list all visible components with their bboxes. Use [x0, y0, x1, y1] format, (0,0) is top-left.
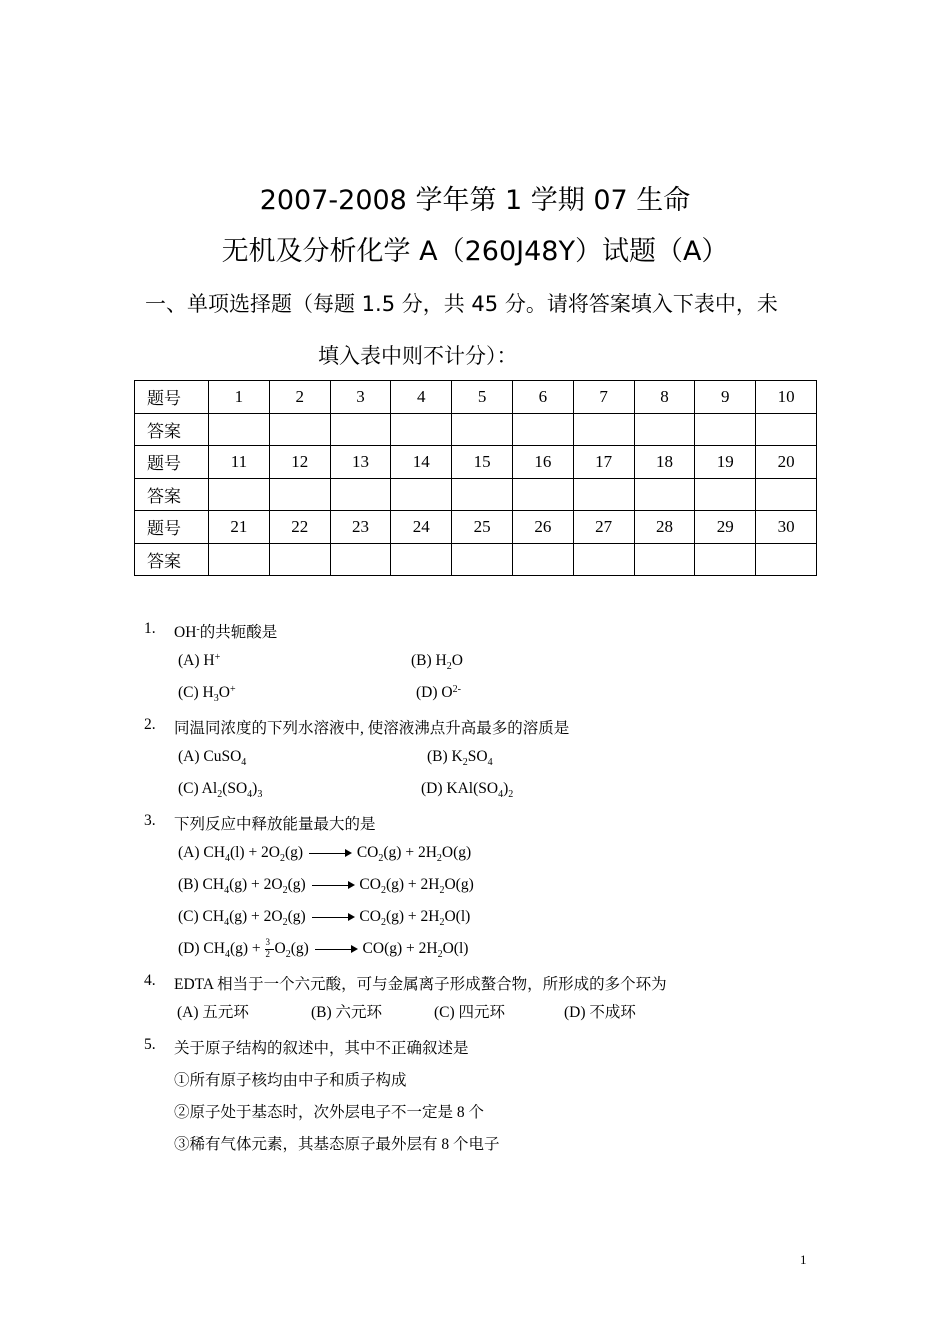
reaction-arrow-icon: [307, 849, 353, 857]
q1-option-b[interactable]: (B) $H_2O$: [411, 652, 463, 672]
question-number-cell: 3: [330, 381, 391, 414]
exam-title-line2: 无机及分析化学 A（260J48Y）试题（A）: [221, 236, 729, 267]
q3-option-d[interactable]: (D) $CH_4(g)$ + $\frac{3}{2}$ $O_2(g) CO(g) + 2H_2O(l)$: [178, 937, 469, 960]
page-number: 1: [800, 1252, 807, 1267]
question-number-cell: 8: [634, 381, 695, 414]
number-label: 题号: [135, 511, 209, 544]
answer-cell[interactable]: [634, 543, 695, 576]
q5-statement-3: ③稀有气体元素，其基态原子最外层有 8 个电子: [174, 1136, 500, 1153]
question-number-cell: 5: [452, 381, 513, 414]
table-row-numbers-3: [135, 511, 817, 544]
number-label: 题号: [135, 446, 209, 479]
question-number-cell: 18: [634, 446, 695, 479]
answer-cell[interactable]: [512, 413, 573, 446]
q1-option-a[interactable]: (A) H+: [178, 652, 221, 669]
q2-option-c[interactable]: (C) $Al_2(SO_4)_3$: [178, 780, 263, 800]
answer-cell[interactable]: [695, 413, 756, 446]
q4-option-d[interactable]: (D) 不成环: [564, 1004, 636, 1021]
section1-heading-line2: 填入表中则不计分）：: [318, 344, 518, 368]
answer-cell[interactable]: [330, 478, 391, 511]
question-number-cell: 25: [452, 511, 513, 544]
question-number-cell: 9: [695, 381, 756, 414]
q5-statement-2: ②原子处于基态时，次外层电子不一定是 8 个: [174, 1104, 485, 1121]
exam-title-line1: 2007-2008 学年第 1 学期 07 生命: [259, 185, 691, 216]
question-number-cell: 14: [391, 446, 452, 479]
answer-cell[interactable]: [269, 478, 330, 511]
answer-cell[interactable]: [269, 413, 330, 446]
question-number-cell: 7: [573, 381, 634, 414]
answer-cell[interactable]: [756, 413, 817, 446]
q2-option-b[interactable]: (B) $K_2SO_4$: [427, 748, 493, 768]
answer-cell[interactable]: [452, 413, 513, 446]
question-number-cell: 29: [695, 511, 756, 544]
answer-cell[interactable]: [512, 543, 573, 576]
question-number: 1.: [144, 620, 156, 637]
question-stem: EDTA 相当于一个六元酸，可与金属离子形成螯合物，所形成的多个环为: [174, 976, 667, 993]
table-row-numbers-2: [135, 446, 817, 479]
q3-option-c[interactable]: (C) $CH_4(g) + 2O_2(g) CO_2(g) + 2H_2O(l)$: [178, 908, 471, 928]
answer-label: 答案: [135, 478, 209, 511]
reaction-arrow-icon: [310, 881, 356, 889]
question-number-cell: 22: [269, 511, 330, 544]
q2-option-d[interactable]: (D) $KAl(SO_4)_2$: [421, 780, 514, 800]
question-stem: 关于原子结构的叙述中，其中不正确叙述是: [174, 1040, 469, 1057]
answer-cell[interactable]: [512, 478, 573, 511]
answer-table: [134, 380, 817, 576]
answer-cell[interactable]: [330, 543, 391, 576]
table-row-numbers-1: [135, 381, 817, 414]
question-number-cell: 23: [330, 511, 391, 544]
answer-cell[interactable]: [330, 413, 391, 446]
question-stem: 下列反应中释放能量最大的是: [174, 816, 376, 833]
table-row-answers-3: [135, 543, 817, 576]
q4-option-c[interactable]: (C) 四元环: [434, 1004, 506, 1021]
fraction: $\frac{3}{2}$: [265, 940, 275, 958]
q4-option-a[interactable]: (A) 五元环: [177, 1004, 249, 1021]
q1-option-c[interactable]: (C) $H_3O^+$: [178, 684, 236, 704]
question-number-cell: 24: [391, 511, 452, 544]
question-number-cell: 16: [512, 446, 573, 479]
question-number-cell: 13: [330, 446, 391, 479]
reaction-arrow-icon: [310, 913, 356, 921]
table-row-answers-2: [135, 478, 817, 511]
answer-cell[interactable]: [695, 478, 756, 511]
answer-cell[interactable]: [452, 543, 513, 576]
question-number-cell: 19: [695, 446, 756, 479]
question-number-cell: 12: [269, 446, 330, 479]
question-number: 5.: [144, 1036, 156, 1053]
question-stem: OH-的共轭酸是: [174, 624, 278, 641]
answer-cell[interactable]: [756, 543, 817, 576]
q1-option-d[interactable]: (D) $O^{2-}$: [416, 684, 461, 701]
answer-cell[interactable]: [452, 478, 513, 511]
answer-cell[interactable]: [695, 543, 756, 576]
question-number-cell: 21: [209, 511, 270, 544]
question-number: 3.: [144, 812, 156, 829]
answer-label: 答案: [135, 413, 209, 446]
q3-option-b[interactable]: (B) $CH_4(g) + 2O_2(g) CO_2(g) + 2H_2O(g)$: [178, 876, 474, 896]
question-number: 2.: [144, 716, 156, 733]
answer-cell[interactable]: [634, 413, 695, 446]
answer-cell[interactable]: [209, 478, 270, 511]
question-stem: 同温同浓度的下列水溶液中, 使溶液沸点升高最多的溶质是: [174, 720, 570, 737]
table-row-answers-1: [135, 413, 817, 446]
question-number-cell: 10: [756, 381, 817, 414]
answer-cell[interactable]: [573, 413, 634, 446]
question-number-cell: 1: [209, 381, 270, 414]
answer-cell[interactable]: [209, 543, 270, 576]
question-number-cell: 2: [269, 381, 330, 414]
q2-option-a[interactable]: (A) CuSO$_4$: [178, 748, 247, 768]
answer-cell[interactable]: [391, 543, 452, 576]
answer-cell[interactable]: [573, 543, 634, 576]
answer-cell[interactable]: [269, 543, 330, 576]
question-number-cell: 15: [452, 446, 513, 479]
section1-heading-line1: 一、单项选择题（每题 1.5 分，共 45 分。请将答案填入下表中，未: [145, 292, 778, 316]
question-number-cell: 30: [756, 511, 817, 544]
question-number-cell: 6: [512, 381, 573, 414]
q3-option-a[interactable]: (A) $CH_4(l) + 2O_2(g) CO_2(g) + 2H_2O(g)$: [178, 844, 472, 864]
question-number-cell: 28: [634, 511, 695, 544]
answer-cell[interactable]: [391, 413, 452, 446]
answer-cell[interactable]: [391, 478, 452, 511]
answer-cell[interactable]: [209, 413, 270, 446]
number-label: 题号: [135, 381, 209, 414]
reaction-arrow-icon: [313, 945, 359, 953]
question-number-cell: 4: [391, 381, 452, 414]
q4-option-b[interactable]: (B) 六元环: [311, 1004, 383, 1021]
question-number: 4.: [144, 972, 156, 989]
question-number-cell: 11: [209, 446, 270, 479]
q5-statement-1: ①所有原子核均由中子和质子构成: [174, 1072, 407, 1089]
question-number-cell: 17: [573, 446, 634, 479]
answer-cell[interactable]: [573, 478, 634, 511]
answer-cell[interactable]: [634, 478, 695, 511]
question-number-cell: 26: [512, 511, 573, 544]
question-number-cell: 20: [756, 446, 817, 479]
answer-label: 答案: [135, 543, 209, 576]
question-number-cell: 27: [573, 511, 634, 544]
answer-cell[interactable]: [756, 478, 817, 511]
